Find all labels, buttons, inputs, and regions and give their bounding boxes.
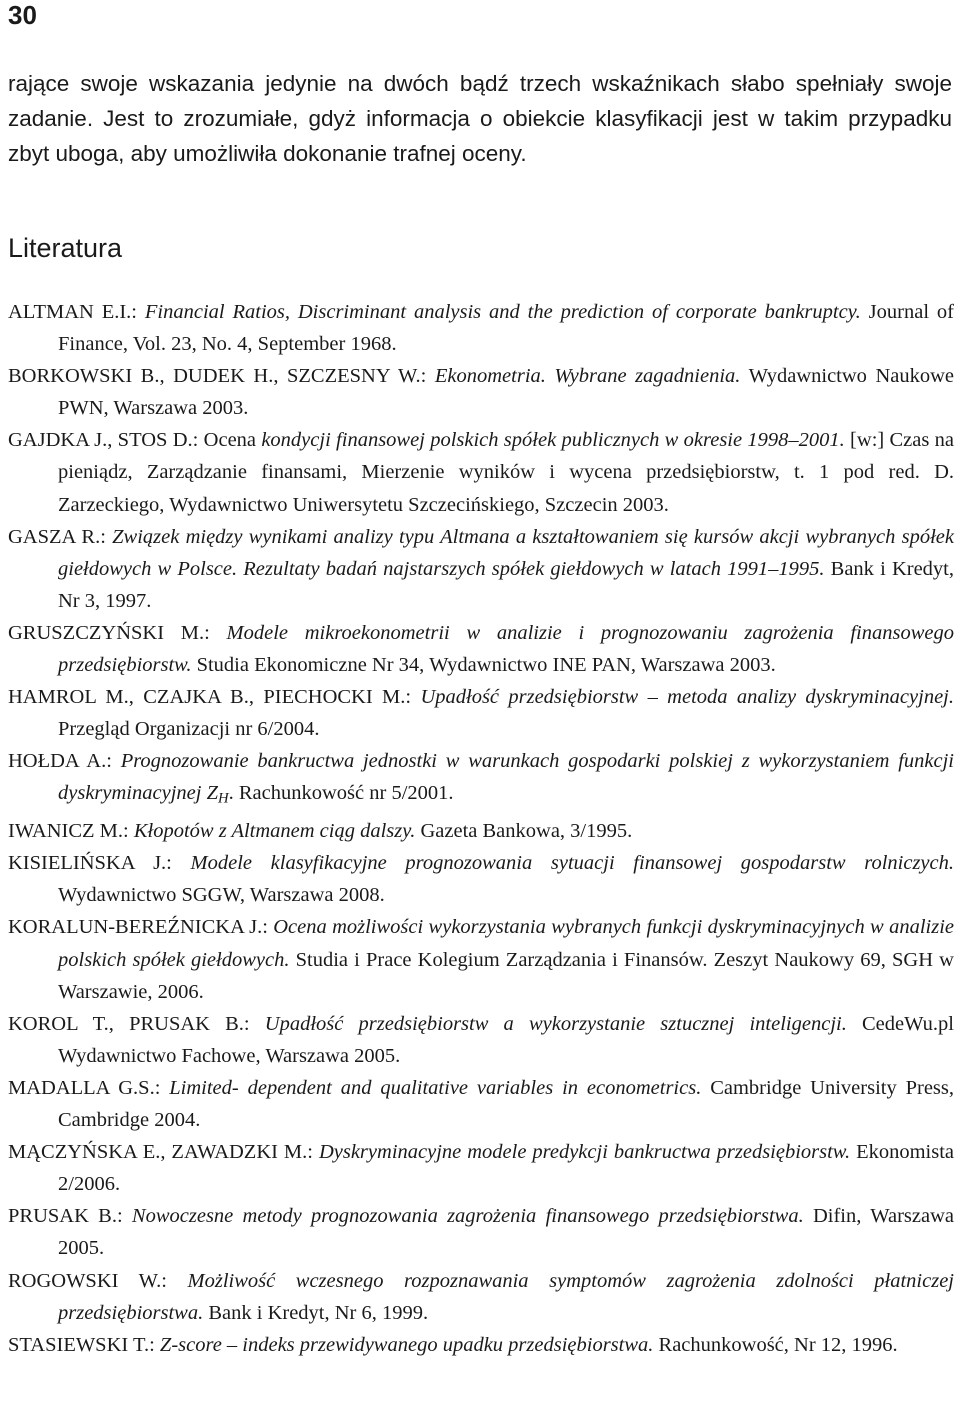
reference-item xyxy=(8,911,954,1007)
reference-item xyxy=(8,617,954,681)
reference-title: Możliwość wczesnego rozpoznawania symptomów zagrożenia zdolności płatniczej przedsiębiorstwa. xyxy=(58,1269,954,1324)
reference-item xyxy=(8,815,954,847)
reference-item xyxy=(8,681,954,745)
reference-item xyxy=(8,1072,954,1136)
reference-list xyxy=(8,296,954,1361)
reference-authors: STASIEWSKI T.: xyxy=(8,1333,160,1356)
reference-authors: BORKOWSKI B., DUDEK H., SZCZESNY W.: xyxy=(8,365,435,388)
reference-item xyxy=(8,1136,954,1200)
reference-title: Kłopotów z Altmanem ciąg dalszy. xyxy=(133,820,416,843)
reference-publication: [w:] Czas na pieniądz, Zarządzanie finansami, Mierzenie wyników i wycena przedsiębiorstw, t. 1 pod red. D. Zarzeckiego, Wydawnictwo Uniwersytetu Szczecińskiego, Szczecin 2003. xyxy=(58,429,955,516)
reference-item xyxy=(8,1329,954,1361)
reference-title: Financial Ratios, Discriminant analysis and the prediction of corporate bankruptcy. xyxy=(144,301,861,323)
reference-publication: Przegląd Organizacji nr 6/2004. xyxy=(58,718,320,741)
reference-title: Prognozowanie bankructwa jednostki w warunkach gospodarki polskiej z wykorzystaniem funkcji dyskryminacyjnej Z xyxy=(58,750,954,805)
reference-item xyxy=(8,521,954,617)
reference-publication: CedeWu.pl Wydawnictwo Fachowe, Warszawa 2005. xyxy=(58,1012,954,1067)
reference-publication: . Rachunkowość nr 5/2001. xyxy=(228,782,454,805)
reference-item xyxy=(8,1200,954,1264)
reference-publication: Wydawnictwo SGGW, Warszawa 2008. xyxy=(58,884,385,907)
reference-authors: MĄCZYŃSKA E., ZAWADZKI M.: xyxy=(8,1141,319,1164)
reference-title: Ekonometria. Wybrane zagadnienia. xyxy=(434,365,741,388)
reference-publication: Difin, Warszawa 2005. xyxy=(58,1205,954,1260)
reference-item xyxy=(8,745,954,815)
reference-authors: PRUSAK B.: xyxy=(8,1205,132,1228)
reference-title: Nowoczesne metody prognozowania zagrożenia finansowego przedsiębiorstwa. xyxy=(131,1205,804,1228)
page-number: 30 xyxy=(8,0,37,30)
reference-authors: ROGOWSKI W.: xyxy=(8,1269,188,1292)
reference-subscript: H xyxy=(217,791,229,808)
reference-title: Modele klasyfikacyjne prognozowania sytuacji finansowej gospodarstw rolniczych. xyxy=(190,852,955,875)
reference-title: Limited- dependent and qualitative variables in econometrics. xyxy=(169,1076,702,1099)
reference-item xyxy=(8,1265,954,1329)
reference-item xyxy=(8,360,954,424)
reference-publication: Ekonomista 2/2006. xyxy=(58,1141,955,1196)
reference-authors: KORALUN-BEREŹNICKA J.: xyxy=(8,916,274,939)
reference-publication: Bank i Kredyt, Nr 3, 1997. xyxy=(58,557,954,612)
reference-authors: GRUSZCZYŃSKI M.: xyxy=(8,621,227,644)
reference-authors: HOŁDA A.: xyxy=(8,750,121,773)
reference-publication: Journal of Finance, Vol. 23, No. 4, September 1968. xyxy=(58,301,954,356)
reference-publication: Gazeta Bankowa, 3/1995. xyxy=(415,820,633,843)
reference-authors: IWANICZ M.: xyxy=(8,820,134,843)
reference-authors: HAMROL M., CZAJKA B., PIECHOCKI M.: xyxy=(8,686,421,709)
reference-title: Z-score – indeks przewidywanego upadku przedsiębiorstwa. xyxy=(159,1333,654,1356)
intro-paragraph: rające swoje wskazania jedynie na dwóch bądź trzech wskaźnikach słabo spełniały swoje zadanie. Jest to zrozumiałe, gdyż informacja o obiekcie klasyfikacji jest w takim przypadku zbyt uboga, aby umożliwiła dokonanie trafnej oceny. xyxy=(8,71,952,166)
reference-authors: GASZA R.: xyxy=(8,525,113,548)
reference-item xyxy=(8,1008,954,1072)
reference-authors: ALTMAN E.I.: xyxy=(8,301,145,323)
reference-authors: KISIELIŃSKA J.: xyxy=(8,852,191,875)
reference-title: Upadłość przedsiębiorstw – metoda analizy dyskryminacyjnej. xyxy=(420,686,954,709)
reference-publication: Rachunkowość, Nr 12, 1996. xyxy=(653,1333,898,1356)
section-heading: Literatura xyxy=(8,233,123,263)
reference-publication: Studia i Prace Kolegium Zarządzania i Finansów. Zeszyt Naukowy 69, SGH w Warszawie, 2006. xyxy=(58,948,954,1003)
reference-title: Dyskryminacyjne modele predykcji bankructwa przedsiębiorstw. xyxy=(318,1141,851,1164)
reference-item xyxy=(8,424,954,520)
reference-publication: Wydawnictwo Naukowe PWN, Warszawa 2003. xyxy=(58,365,955,420)
reference-title: Związek między wynikami analizy typu Altmana a kształtowaniem się kursów akcji wybranych spółek giełdowych w Polsce. Rezultaty badań najstarszych spółek giełdowych w latach 1991–1995. xyxy=(58,525,954,580)
reference-authors: KOROL T., PRUSAK B.: xyxy=(8,1012,265,1035)
reference-publication: Studia Ekonomiczne Nr 34, Wydawnictwo INE PAN, Warszawa 2003. xyxy=(191,654,776,677)
reference-title-lead: Ocena xyxy=(203,429,262,452)
reference-authors: MADALLA G.S.: xyxy=(8,1076,170,1099)
reference-publication: Cambridge University Press, Cambridge 2004. xyxy=(58,1076,954,1132)
reference-item xyxy=(8,296,954,360)
reference-title: Modele mikroekonometrii w analizie i prognozowaniu zagrożenia finansowego przedsiębiorstw. xyxy=(58,621,955,677)
reference-title: Upadłość przedsiębiorstw a wykorzystanie sztucznej inteligencji. xyxy=(264,1012,847,1035)
reference-title: kondycji finansowej polskich spółek publicznych w okresie 1998–2001. xyxy=(261,429,845,452)
reference-authors: GAJDKA J., STOS D.: xyxy=(8,429,204,452)
reference-item xyxy=(8,847,954,911)
reference-title: Ocena możliwości wykorzystania wybranych funkcji dyskryminacyjnych w analizie polskich spółek giełdowych. xyxy=(58,916,954,971)
reference-publication: Bank i Kredyt, Nr 6, 1999. xyxy=(203,1301,429,1324)
